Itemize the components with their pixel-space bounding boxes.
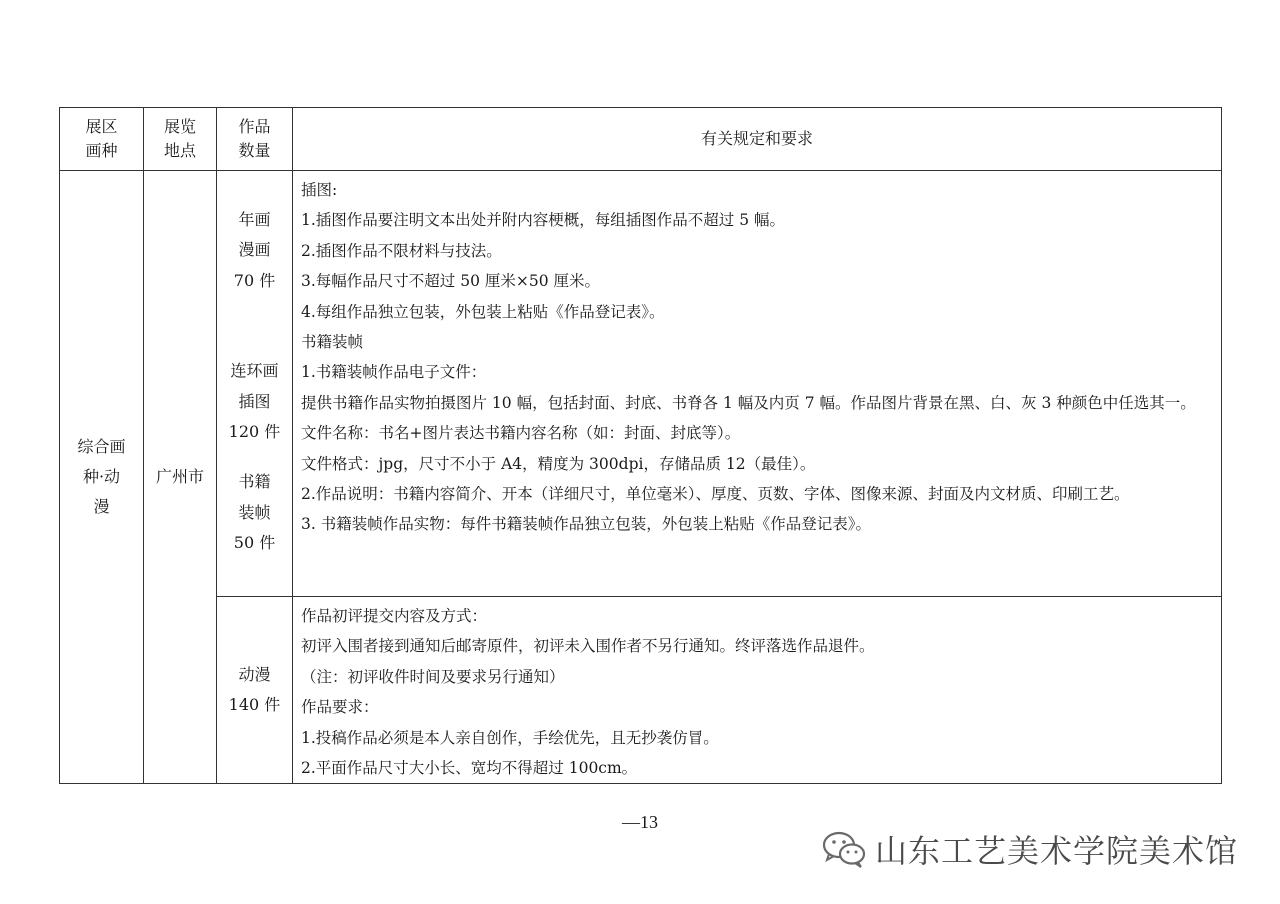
requirement-line: （注：初评收件时间及要求另行通知） [301,667,565,686]
location-cell: 广州市 [144,171,217,784]
quantity-cell: 动漫 140 件 [217,597,293,784]
requirement-line: 1.投稿作品必须是本人亲自创作，手绘优先，且无抄袭仿冒。 [301,728,719,747]
requirement-line: 2.平面作品尺寸大小长、宽均不得超过 100cm。 [301,759,638,778]
quantity-group: 书籍 装帧 50 件 [233,472,276,553]
area-cell: 综合画 种·动 漫 [60,171,144,784]
header-row [60,108,1222,171]
requirement-line: 提供书籍作品实物拍摄图片 10 幅，包括封面、封底、书脊各 1 幅及内页 7 幅。作品图片背景在黑、白、灰 3 种颜色中任选其一。 [301,393,1196,412]
header-quantity: 作品 数量 [217,108,293,171]
requirement-line: 文件格式：jpg，尺寸不小于 A4，精度为 300dpi，存储品质 12（最佳）。 [301,454,816,473]
watermark-text: 山东工艺美术学院美术馆 [874,832,1238,870]
requirement-line: 作品要求： [301,698,379,717]
requirement-line: 插图: [301,181,338,199]
header-requirements: 有关规定和要求 [293,108,1222,171]
requirement-line: 文件名称：书名+图片表达书籍内容名称（如：封面、封底等）。 [301,424,741,443]
requirements-cell [293,171,1222,597]
table-row [60,171,1222,597]
watermark [821,826,1238,872]
header-area: 展区 画种 [60,108,144,171]
requirement-line: 3. 书籍装帧作品实物：每件书籍装帧作品独立包装，外包装上粘贴《作品登记表》。 [301,515,871,534]
wechat-icon [821,829,867,869]
requirement-line: 4.每组作品独立包装，外包装上粘贴《作品登记表》。 [301,302,665,321]
quantity-group: 连环画 插图 120 件 [228,361,281,442]
quantity-group: 年画 漫画 70 件 [233,210,276,290]
requirement-line: 1.书籍装帧作品电子文件： [301,363,487,382]
requirement-line: 作品初评提交内容及方式： [301,607,488,625]
page-number: —13 [622,812,658,832]
header-location: 展览 地点 [144,108,217,171]
table-row [60,597,1222,784]
requirement-line: 2.插图作品不限材料与技法。 [301,241,502,260]
requirement-line: 初评入围者接到通知后邮寄原件，初评未入围作者不另行通知。终评落选作品退件。 [301,637,875,656]
requirement-line: 3.每幅作品尺寸不超过 50 厘米×50 厘米。 [301,272,601,291]
requirement-line: 书籍装帧 [301,333,364,352]
requirements-cell [293,597,1222,784]
regulations-table [59,107,1222,784]
requirement-line: 1.插图作品要注明文本出处并附内容梗概，每组插图作品不超过 5 幅。 [301,211,786,230]
requirement-line: 2.作品说明：书籍内容简介、开本（详细尺寸，单位毫米）、厚度、页数、字体、图像来源、封面及内文材质、印刷工艺。 [301,485,1130,504]
quantity-cell [217,171,293,597]
